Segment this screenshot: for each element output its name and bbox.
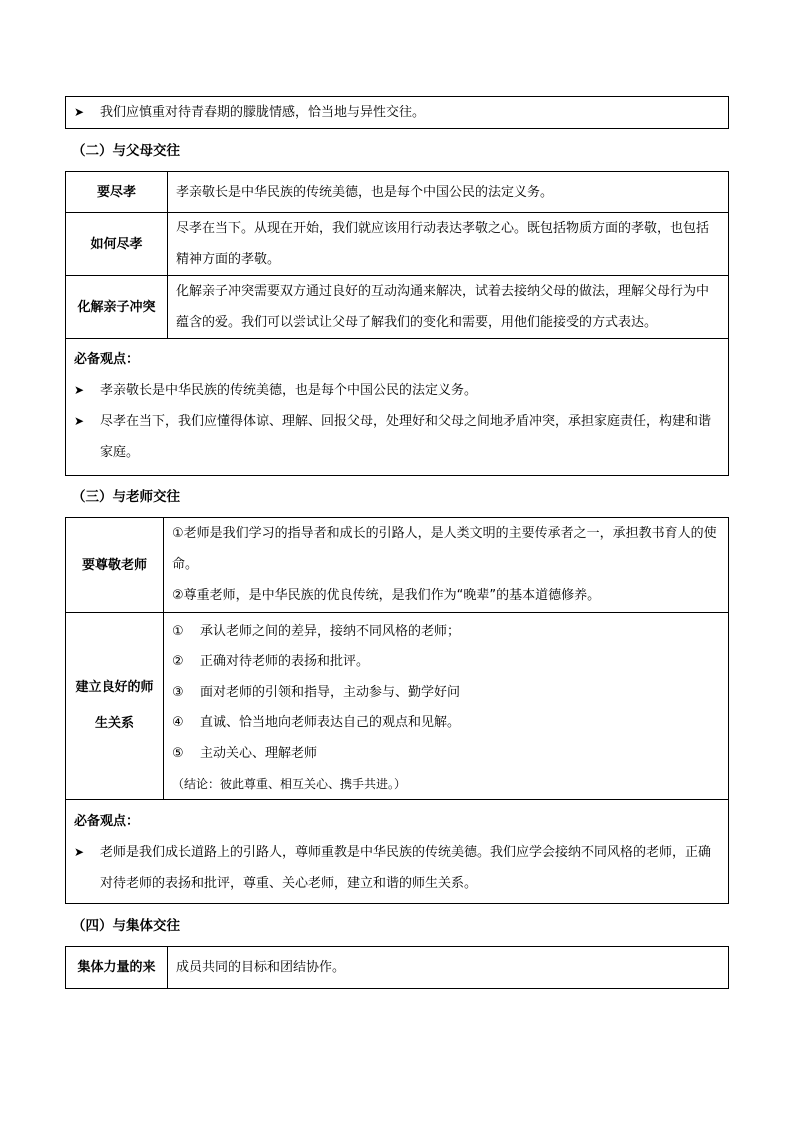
collective-table — [65, 946, 729, 989]
row-label: 集体力量的来 — [66, 947, 168, 989]
list-item — [172, 738, 720, 769]
parents-table — [65, 171, 729, 476]
bullet-text: 我们应慎重对待青春期的朦胧情感，恰当地与异性交往。 — [100, 105, 426, 120]
list-item — [172, 647, 720, 678]
youth-emotion-table — [65, 96, 729, 129]
list-item — [172, 677, 720, 708]
list-item — [172, 708, 720, 739]
table-row — [66, 213, 729, 276]
row-label: 如何尽孝 — [66, 213, 168, 276]
table-row — [66, 276, 729, 339]
section-heading-teachers: （三）与老师交往 — [72, 489, 180, 505]
item-number: ③ — [172, 684, 184, 700]
viewpoint-text: 老师是我们成长道路上的引路人，尊师重教是中华民族的传统美德。我们应学会接纳不同风格的老师，正确对待老师的表扬和批评，尊重、关心老师，建立和谐的师生关系。 — [100, 845, 712, 891]
item-text: 承认老师之间的差异，接纳不同风格的老师； — [200, 623, 461, 639]
row-text: 化解亲子冲突需要双方通过良好的互动沟通来解决，试着去接纳父母的做法，理解父母行为中蕴含的爱。我们可以尝试让父母了解我们的变化和需要，用他们能接受的方式表达。 — [168, 276, 729, 339]
item-number: ② — [172, 654, 184, 670]
row-text: 孝亲敬长是中华民族的传统美德，也是每个中国公民的法定义务。 — [168, 172, 729, 213]
viewpoints-row — [66, 800, 729, 904]
item-number: ④ — [172, 715, 184, 731]
respect-cell — [164, 518, 729, 613]
arrow-bullet-icon: ➤ — [74, 845, 85, 859]
viewpoints-label: 必备观点： — [74, 352, 140, 367]
table-row — [66, 613, 729, 800]
viewpoints-cell — [66, 339, 729, 476]
table-row — [66, 947, 729, 989]
table-row — [66, 518, 729, 613]
row-label: 化解亲子冲突 — [66, 276, 168, 339]
item-number: ⑤ — [172, 745, 184, 761]
relation-cell — [164, 613, 729, 800]
item-text: 直诚、恰当地向老师表达自己的观点和见解。 — [200, 715, 461, 731]
conclusion-text: （结论：彼此尊重、相互关心、携手共进。） — [172, 776, 407, 791]
row-label: 要尊敬老师 — [66, 518, 164, 613]
item-text: 正确对待老师的表扬和批评。 — [200, 654, 370, 670]
bullet-item — [74, 406, 720, 468]
teachers-table — [65, 517, 729, 904]
bullet-item — [74, 375, 720, 406]
viewpoints-label: 必备观点： — [74, 814, 140, 829]
viewpoint-text: 孝亲敬长是中华民族的传统美德，也是每个中国公民的法定义务。 — [100, 383, 478, 398]
bullet-item — [74, 837, 720, 899]
row-text: 成员共同的目标和团结协作。 — [168, 947, 729, 989]
arrow-bullet-icon: ➤ — [74, 414, 85, 428]
viewpoint-text: 尽孝在当下，我们应懂得体谅、理解、回报父母，处理好和父母之间地矛盾冲突，承担家庭责任，构建和谐家庭。 — [100, 414, 712, 460]
bullet-cell — [66, 97, 729, 129]
respect-line: ①老师是我们学习的指导者和成长的引路人，是人类文明的主要传承者之一，承担教书育人的使命。 — [172, 526, 717, 572]
viewpoints-row — [66, 339, 729, 476]
section-heading-parents: （二）与父母交往 — [72, 143, 180, 159]
bullet-item — [74, 97, 720, 128]
list-item — [172, 616, 720, 647]
respect-line: ②尊重老师，是中华民族的优良传统，是我们作为“晚辈”的基本道德修养。 — [172, 588, 601, 603]
row-text: 尽孝在当下。从现在开始，我们就应该用行动表达孝敬之心。既包括物质方面的孝敬，也包括精神方面的孝敬。 — [168, 213, 729, 276]
row-label: 建立良好的师生关系 — [66, 613, 164, 800]
item-text: 面对老师的引领和指导，主动参与、勤学好问 — [200, 684, 461, 700]
item-text: 主动关心、理解老师 — [200, 745, 318, 761]
row-label: 要尽孝 — [66, 172, 168, 213]
table-row — [66, 172, 729, 213]
section-heading-collective: （四）与集体交往 — [72, 918, 180, 934]
arrow-bullet-icon: ➤ — [74, 105, 85, 119]
viewpoints-cell — [66, 800, 729, 904]
arrow-bullet-icon: ➤ — [74, 383, 85, 397]
item-number: ① — [172, 623, 184, 639]
